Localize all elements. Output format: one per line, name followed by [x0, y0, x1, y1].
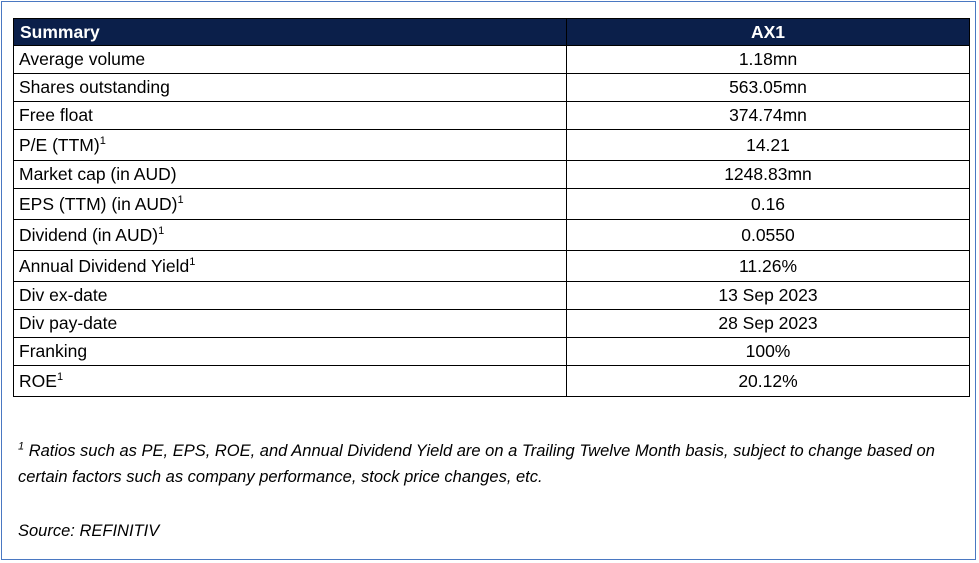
row-value: 20.12% — [567, 366, 970, 397]
row-value: 28 Sep 2023 — [567, 310, 970, 338]
table-row — [14, 189, 970, 220]
row-label: Div ex-date — [14, 282, 567, 310]
summary-panel — [1, 1, 976, 560]
table-row — [14, 130, 970, 161]
table-row — [14, 282, 970, 310]
footnote-text: Ratios such as PE, EPS, ROE, and Annual Dividend Yield are on a Trailing Twelve Month basis, subject to change based on certain factors such as company performance, stock price changes, etc. — [18, 442, 935, 486]
footnote-marker: 1 — [56, 370, 64, 383]
row-label: Franking — [14, 338, 567, 366]
table-row — [14, 251, 970, 282]
footnote-marker: 1 — [177, 193, 184, 206]
footnote-marker: 1 — [18, 440, 25, 453]
row-value: 563.05mn — [567, 74, 970, 102]
row-value: 1248.83mn — [567, 161, 970, 189]
footnote — [18, 438, 968, 490]
row-label: Market cap (in AUD) — [14, 161, 567, 189]
row-value: 11.26% — [567, 251, 970, 282]
table-row — [14, 102, 970, 130]
row-label: Div pay-date — [14, 310, 567, 338]
row-value: 374.74mn — [567, 102, 970, 130]
table-row — [14, 338, 970, 366]
footnote-marker: 1 — [189, 255, 196, 268]
row-label: P/E (TTM)$^1$ — [14, 130, 567, 161]
row-value: 0.0550 — [567, 220, 970, 251]
row-label: Annual Dividend Yield$^1$ — [14, 251, 567, 282]
table-row — [14, 310, 970, 338]
footnote-marker: 1 — [99, 134, 106, 147]
row-label: Free float — [14, 102, 567, 130]
table-row — [14, 161, 970, 189]
row-label: Average volume — [14, 46, 567, 74]
table-row — [14, 46, 970, 74]
table-header-row — [14, 19, 970, 46]
row-label: Dividend (in AUD)$^1$ — [14, 220, 567, 251]
row-value: 100% — [567, 338, 970, 366]
footnote-marker: 1 — [158, 224, 165, 237]
table-row — [14, 74, 970, 102]
table-row — [14, 220, 970, 251]
row-value: 0.16 — [567, 189, 970, 220]
row-value: 14.21 — [567, 130, 970, 161]
header-summary: Summary — [14, 19, 567, 46]
summary-table — [13, 18, 970, 397]
row-value: 1.18mn — [567, 46, 970, 74]
row-value: 13 Sep 2023 — [567, 282, 970, 310]
header-ticker: AX1 — [567, 19, 970, 46]
row-label: ROE$^1$ — [14, 366, 567, 397]
row-label: EPS (TTM) (in AUD)$^1$ — [14, 189, 567, 220]
table-row — [14, 366, 970, 397]
row-label: Shares outstanding — [14, 74, 567, 102]
source-note: Source: REFINITIV — [18, 522, 160, 540]
